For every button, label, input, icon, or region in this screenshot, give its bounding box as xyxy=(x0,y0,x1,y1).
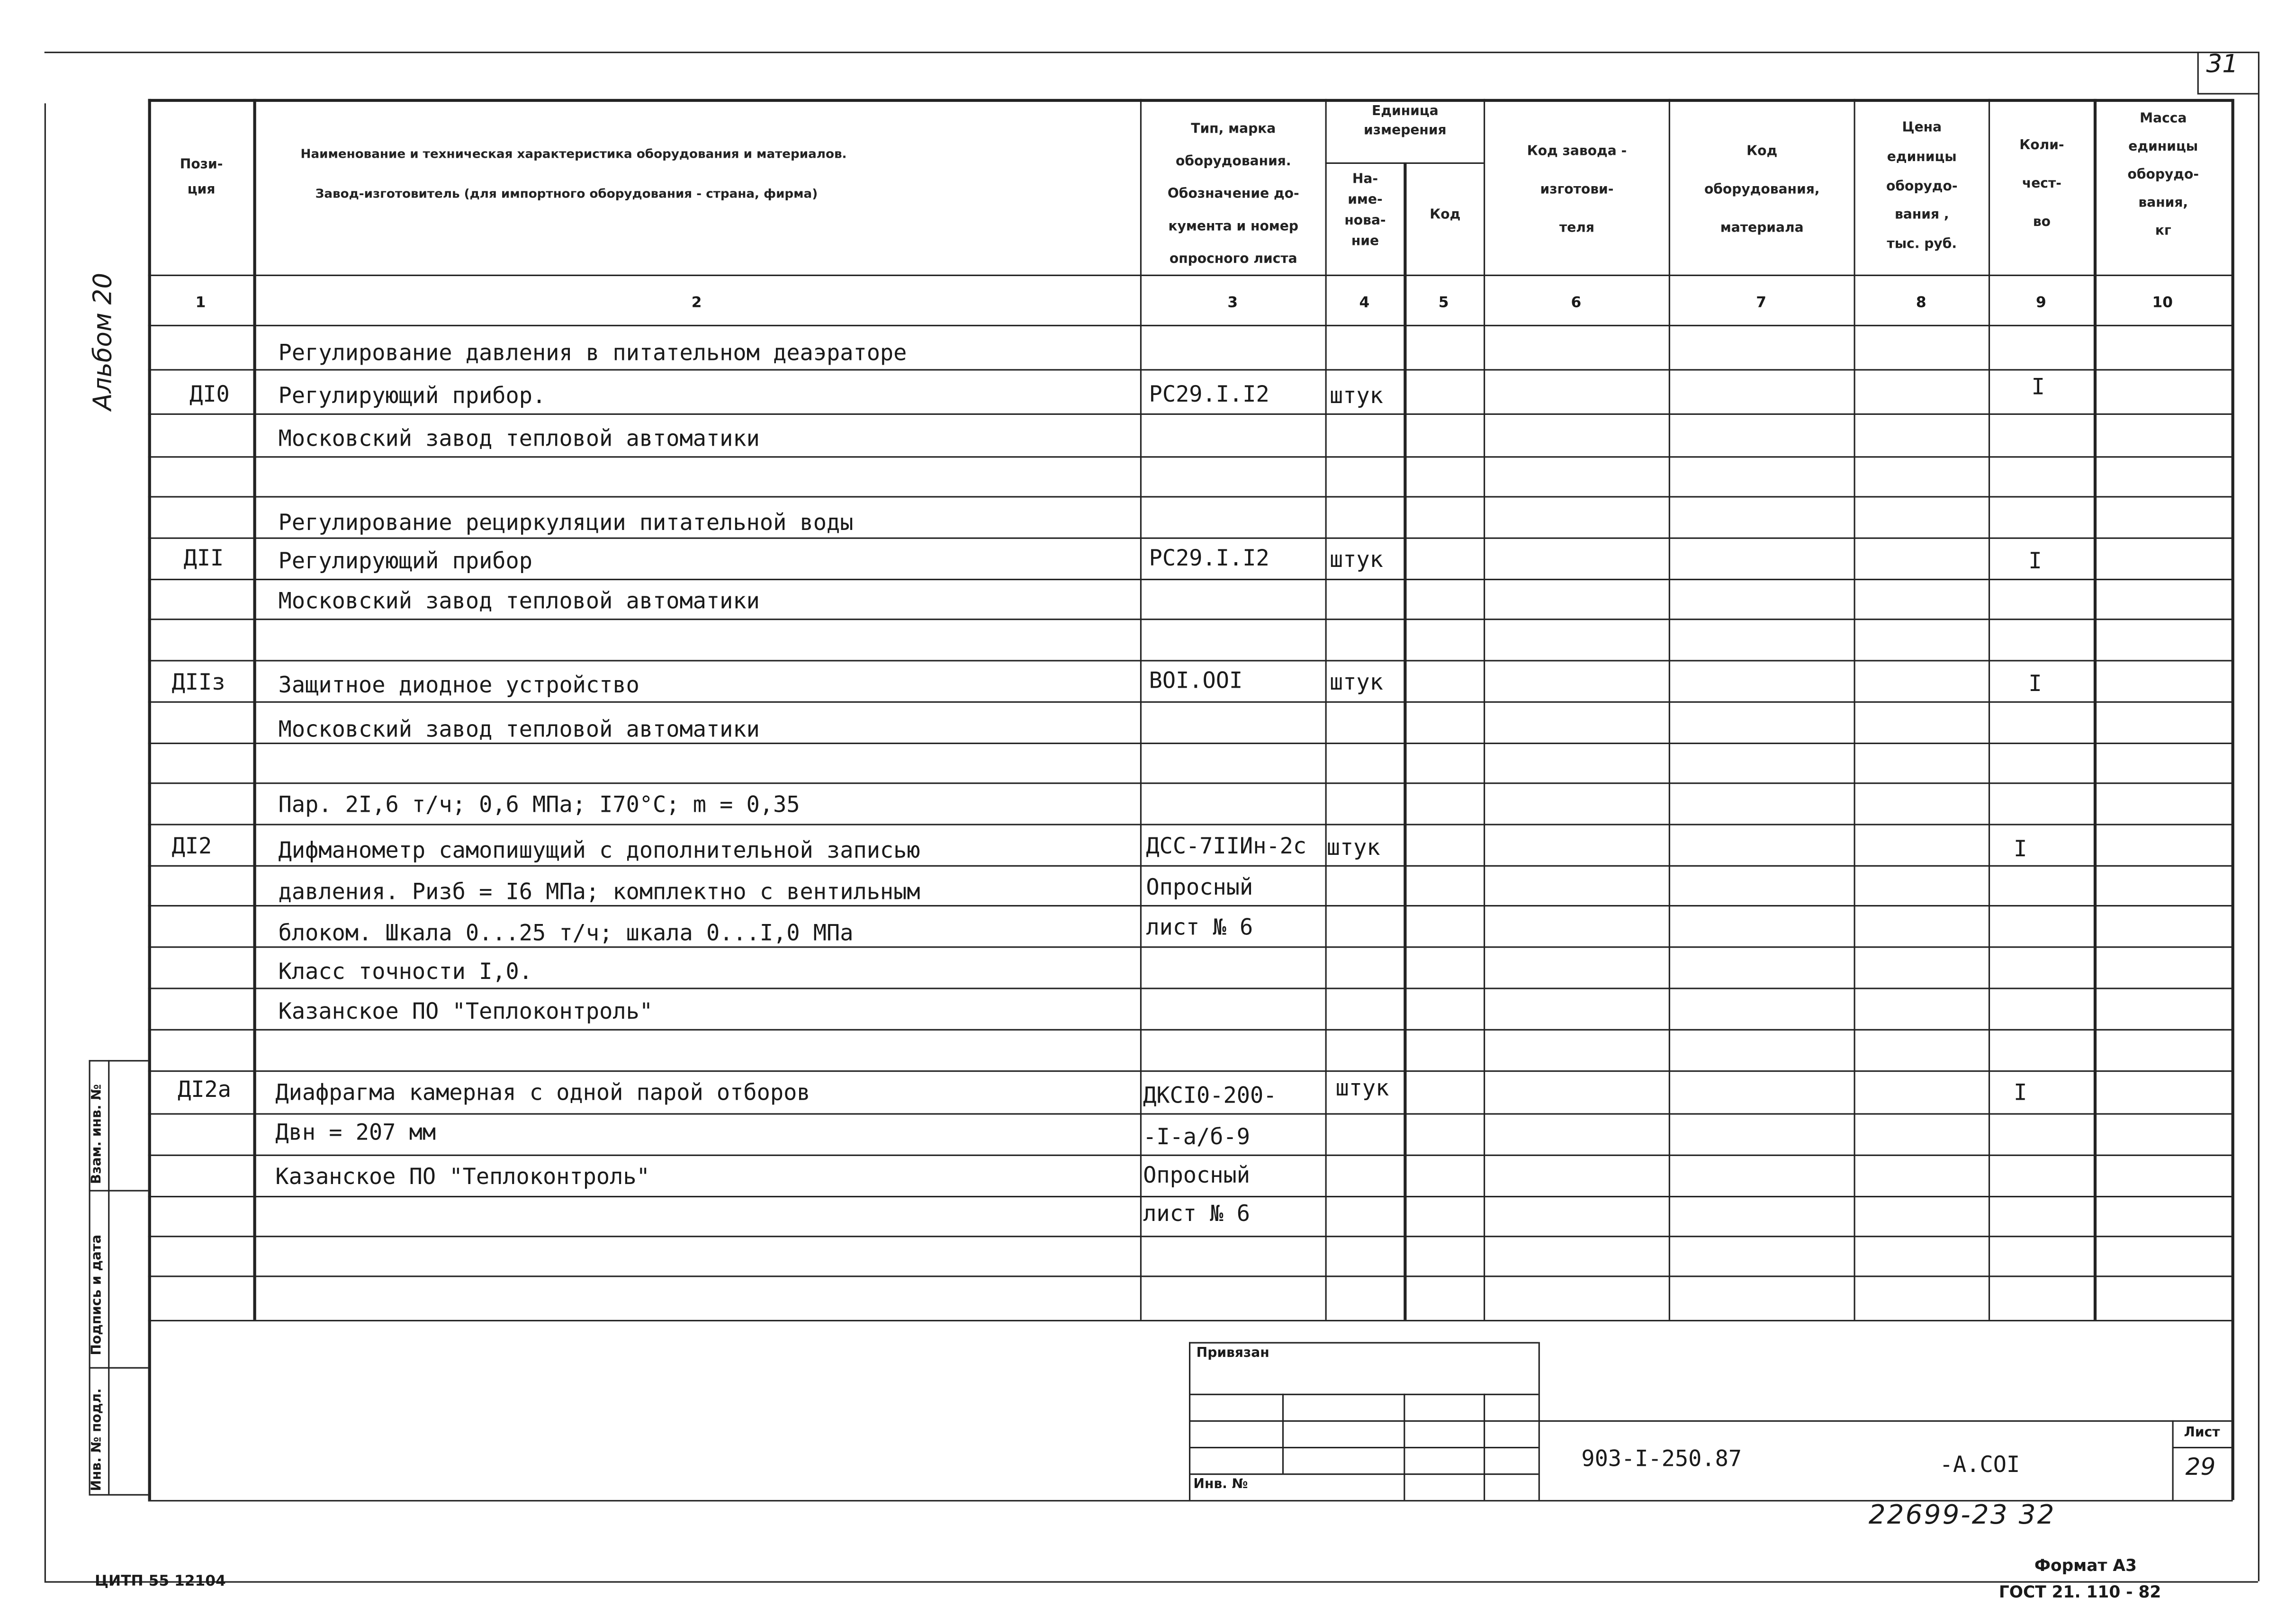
item-position: ДI2а xyxy=(178,1076,232,1103)
item-type: РС29.I.I2 xyxy=(1149,545,1269,572)
item-name: Дифманометр самопишущий с дополнительной записью xyxy=(278,837,920,864)
column-number: 6 xyxy=(1571,295,1582,312)
item-position: ДI2 xyxy=(171,833,212,860)
column-number: 3 xyxy=(1227,295,1238,312)
header-equipment-code: Код оборудования, материала xyxy=(1704,144,1820,237)
item-name: Московский завод тепловой автоматики xyxy=(278,587,760,614)
item-type: ДКСI0-200- xyxy=(1143,1082,1277,1109)
item-name: Класс точности I,0. xyxy=(278,958,533,985)
item-name: давления. Ризб = I6 МПа; комплектно с вентильным xyxy=(278,878,920,905)
item-name: Казанское ПО "Теплоконтроль" xyxy=(275,1163,650,1190)
page-number-top: 31 xyxy=(2206,50,2239,80)
header-position: Пози- ция xyxy=(180,158,223,198)
header-unit: Единица измерения xyxy=(1364,105,1447,139)
header-mass: Масса единицы оборудо- вания, кг xyxy=(2127,112,2199,239)
stamp-signature-date: Подпись и дата xyxy=(90,1234,105,1355)
item-name: Регулирующий прибор xyxy=(278,547,533,574)
header-type: Тип, марка оборудования. Обозначение до- кумента и номер опросного листа xyxy=(1167,122,1299,267)
footer-code: ЦИТП 55 12104 xyxy=(95,1574,226,1590)
privyazan-label: Привязан xyxy=(1196,1346,1269,1362)
item-quantity: I xyxy=(2028,670,2042,697)
item-type: лист № 6 xyxy=(1146,914,1253,941)
handwritten-number: 22699-23 32 xyxy=(1868,1500,2056,1531)
item-position: ДIIз xyxy=(171,669,225,696)
column-number: 5 xyxy=(1438,295,1449,312)
item-name: Пар. 2I,6 т/ч; 0,6 МПа; I70°С; m = 0,35 xyxy=(278,791,800,818)
column-number: 9 xyxy=(2036,295,2046,312)
stamp-inv-original: Инв. № подл. xyxy=(90,1388,105,1491)
album-label: Альбом 20 xyxy=(89,272,119,411)
item-unit: штук xyxy=(1329,546,1383,573)
header-name: Наименование и техническая характеристика оборудования и материалов. Завод-изготовитель (для импортного оборудования - страна, фирма) xyxy=(300,146,847,200)
column-number: 1 xyxy=(195,295,206,312)
header-maker-code: Код завода - изготови- теля xyxy=(1527,144,1627,237)
item-unit: штук xyxy=(1335,1075,1389,1102)
item-unit: штук xyxy=(1329,669,1383,696)
item-type: РС29.I.I2 xyxy=(1149,381,1269,408)
item-name: Защитное диодное устройство xyxy=(278,672,639,699)
item-quantity: I xyxy=(2014,835,2027,862)
item-quantity: I xyxy=(2014,1079,2027,1106)
item-quantity: I xyxy=(2028,547,2042,574)
item-position: ДII xyxy=(183,545,224,572)
column-number: 7 xyxy=(1756,295,1767,312)
document-suffix: -А.COI xyxy=(1939,1451,2020,1478)
item-type: Опросный xyxy=(1143,1162,1250,1189)
inv-number-label: Инв. № xyxy=(1193,1478,1248,1493)
item-name: Московский завод тепловой автоматики xyxy=(278,716,760,743)
column-number: 8 xyxy=(1916,295,1926,312)
sheet-label: Лист xyxy=(2184,1426,2220,1441)
item-type: Опросный xyxy=(1146,874,1253,901)
header-unit-code: Код xyxy=(1430,208,1461,223)
header-quantity: Коли- чест- во xyxy=(2019,139,2064,231)
item-position: ДI0 xyxy=(189,381,230,408)
item-name: Диафрагма камерная с одной парой отборов xyxy=(275,1079,810,1106)
item-name: Двн = 207 мм xyxy=(275,1119,436,1146)
column-number: 4 xyxy=(1359,295,1370,312)
item-unit: штук xyxy=(1329,382,1383,409)
item-name: Казанское ПО "Теплоконтроль" xyxy=(278,998,653,1025)
item-unit: штук xyxy=(1326,834,1380,861)
item-name: Московский завод тепловой автоматики xyxy=(278,425,760,452)
header-price: Цена единицы оборудо- вания , тыс. руб. xyxy=(1886,121,1958,253)
item-name: блоком. Шкала 0...25 т/ч; шкала 0...I,0 МПа xyxy=(278,920,854,947)
item-name: Регулирование рециркуляции питательной воды xyxy=(278,509,854,536)
footer-format: Формат А3 xyxy=(2034,1556,2137,1576)
item-name: Регулирующий прибор. xyxy=(278,382,546,409)
column-number: 10 xyxy=(2152,295,2173,312)
item-type: -I-а/б-9 xyxy=(1143,1123,1250,1150)
item-type: лист № 6 xyxy=(1143,1200,1250,1227)
document-code: 903-I-250.87 xyxy=(1581,1445,1742,1472)
item-type: BOI.OOI xyxy=(1149,667,1243,694)
stamp-replacement-inv: Взам. инв. № xyxy=(90,1084,105,1184)
item-quantity: I xyxy=(2031,373,2045,400)
item-name: Регулирование давления в питательном деаэраторе xyxy=(278,339,907,367)
sheet-number: 29 xyxy=(2185,1453,2216,1481)
item-type: ДСС-7IIИн-2с xyxy=(1146,833,1307,860)
column-number: 2 xyxy=(691,295,702,312)
header-unit-name: На- име- нова- ние xyxy=(1344,172,1386,250)
footer-gost: ГОСТ 21. 110 - 82 xyxy=(1998,1582,2161,1602)
